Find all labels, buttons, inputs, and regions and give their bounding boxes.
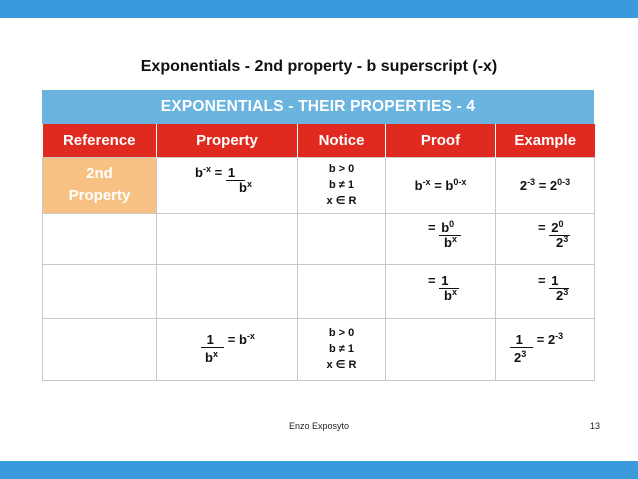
denominator-base: 2 — [514, 349, 522, 365]
proof-cell — [386, 213, 496, 264]
numerator-value: 1 — [441, 272, 449, 288]
reference-cell-empty — [43, 213, 157, 264]
property-cell-empty — [157, 264, 298, 318]
reference-line-2: Property — [68, 187, 131, 204]
properties-table — [42, 124, 595, 381]
denominator-base: 2 — [556, 287, 564, 303]
equals-sign: = — [227, 331, 236, 347]
proof-equals: = — [428, 219, 436, 235]
condition-x-real: x ∈ R — [326, 195, 357, 207]
example-lhs-base: 2 — [519, 177, 528, 193]
proof-lhs-base: b — [414, 177, 423, 193]
condition-b-positive: b > 0 — [328, 163, 355, 175]
table-banner: EXPONENTIALS - THEIR PROPERTIES - 4 — [42, 90, 594, 124]
example-lhs-exponent: -3 — [527, 176, 536, 187]
equals-sign: = — [214, 164, 223, 180]
proof-formula — [386, 178, 495, 193]
denominator-exponent: 3 — [563, 233, 569, 244]
numerator-value: 1 — [515, 331, 523, 347]
footer-author: Enzo Exposyto — [288, 421, 350, 431]
example-formula — [496, 178, 594, 193]
example-equals: = — [536, 331, 545, 347]
example-cell — [496, 264, 595, 318]
example-cell — [496, 318, 595, 380]
table-row — [43, 157, 595, 213]
example-cell — [496, 157, 595, 213]
property-cell — [157, 157, 298, 213]
header-property: Property — [157, 124, 298, 157]
rhs-exponent: -3 — [555, 330, 564, 341]
proof-fraction — [428, 273, 459, 303]
condition-b-not-one: b ≠ 1 — [329, 343, 354, 355]
table-header-row — [43, 124, 595, 157]
reference-cell — [43, 157, 157, 213]
proof-cell — [386, 157, 496, 213]
rhs-base: 2 — [547, 331, 556, 347]
example-equals: = — [538, 177, 547, 193]
denominator-exponent: x — [246, 178, 252, 189]
proof-cell-empty — [386, 318, 496, 380]
rhs-exponent: -x — [246, 330, 255, 341]
denominator-base: b — [239, 179, 247, 195]
proof-rhs-exponent: 0-x — [453, 176, 467, 187]
denominator-base: b — [205, 349, 213, 365]
fraction-numerator — [201, 332, 224, 348]
slide-title: Exponentials - 2nd property - b superscript (-x) — [140, 58, 498, 75]
notice-cell-empty — [298, 264, 386, 318]
condition-x-real: x ∈ R — [326, 359, 357, 371]
fraction-numerator — [439, 220, 461, 236]
example-rhs-exponent: 0-3 — [557, 176, 571, 187]
denominator-exponent: x — [212, 348, 218, 359]
example-equals: = — [538, 272, 546, 288]
header-notice: Notice — [298, 124, 386, 157]
example-fraction — [538, 273, 569, 303]
notice-conditions — [298, 325, 385, 373]
numerator-base: 2 — [551, 219, 559, 235]
proof-equals: = — [428, 272, 436, 288]
proof-lhs-exponent: -x — [422, 176, 431, 187]
denominator-base: b — [444, 234, 452, 250]
property-cell — [157, 318, 298, 380]
example-formula-inverse — [510, 332, 563, 365]
header-proof: Proof — [386, 124, 496, 157]
denominator-exponent: 3 — [521, 348, 527, 359]
denominator-exponent: x — [451, 233, 457, 244]
property-cell-empty — [157, 213, 298, 264]
numerator-value: 1 — [206, 331, 214, 347]
numerator-value: 1 — [551, 272, 559, 288]
proof-fraction — [428, 220, 461, 250]
property-formula-inverse — [201, 332, 255, 365]
table-row — [43, 318, 595, 380]
example-equals: = — [538, 219, 546, 235]
example-cell — [496, 213, 595, 264]
example-rhs-base: 2 — [549, 177, 558, 193]
proof-rhs-base: b — [445, 177, 454, 193]
denominator-exponent: x — [451, 286, 457, 297]
rhs-base: b — [238, 331, 247, 347]
condition-b-not-one: b ≠ 1 — [329, 179, 354, 191]
denominator-base: 2 — [556, 234, 564, 250]
notice-cell-empty — [298, 213, 386, 264]
bottom-accent-bar — [0, 461, 638, 479]
page-number: 13 — [590, 421, 601, 431]
lhs-base: b — [195, 164, 203, 180]
denominator-base: b — [444, 287, 452, 303]
reference-line-1: 2nd — [86, 165, 113, 182]
fraction-numerator — [226, 165, 245, 181]
example-fraction — [538, 220, 570, 250]
numerator-exponent: 0 — [449, 218, 455, 229]
proof-equals: = — [434, 177, 442, 193]
reference-cell-empty — [43, 318, 157, 380]
notice-cell — [298, 318, 386, 380]
notice-conditions — [298, 161, 385, 209]
property-formula — [195, 165, 252, 195]
lhs-exponent: -x — [202, 163, 211, 174]
table-row — [43, 213, 595, 264]
numerator-base: b — [441, 219, 450, 235]
numerator-exponent: 0 — [558, 218, 564, 229]
numerator-value: 1 — [227, 164, 236, 180]
header-example: Example — [496, 124, 595, 157]
fraction-numerator — [510, 332, 533, 348]
top-accent-bar — [0, 0, 638, 18]
reference-cell-empty — [43, 264, 157, 318]
condition-b-positive: b > 0 — [328, 327, 355, 339]
denominator-exponent: 3 — [563, 286, 569, 297]
header-reference: Reference — [43, 124, 157, 157]
proof-cell — [386, 264, 496, 318]
notice-cell — [298, 157, 386, 213]
table-row — [43, 264, 595, 318]
